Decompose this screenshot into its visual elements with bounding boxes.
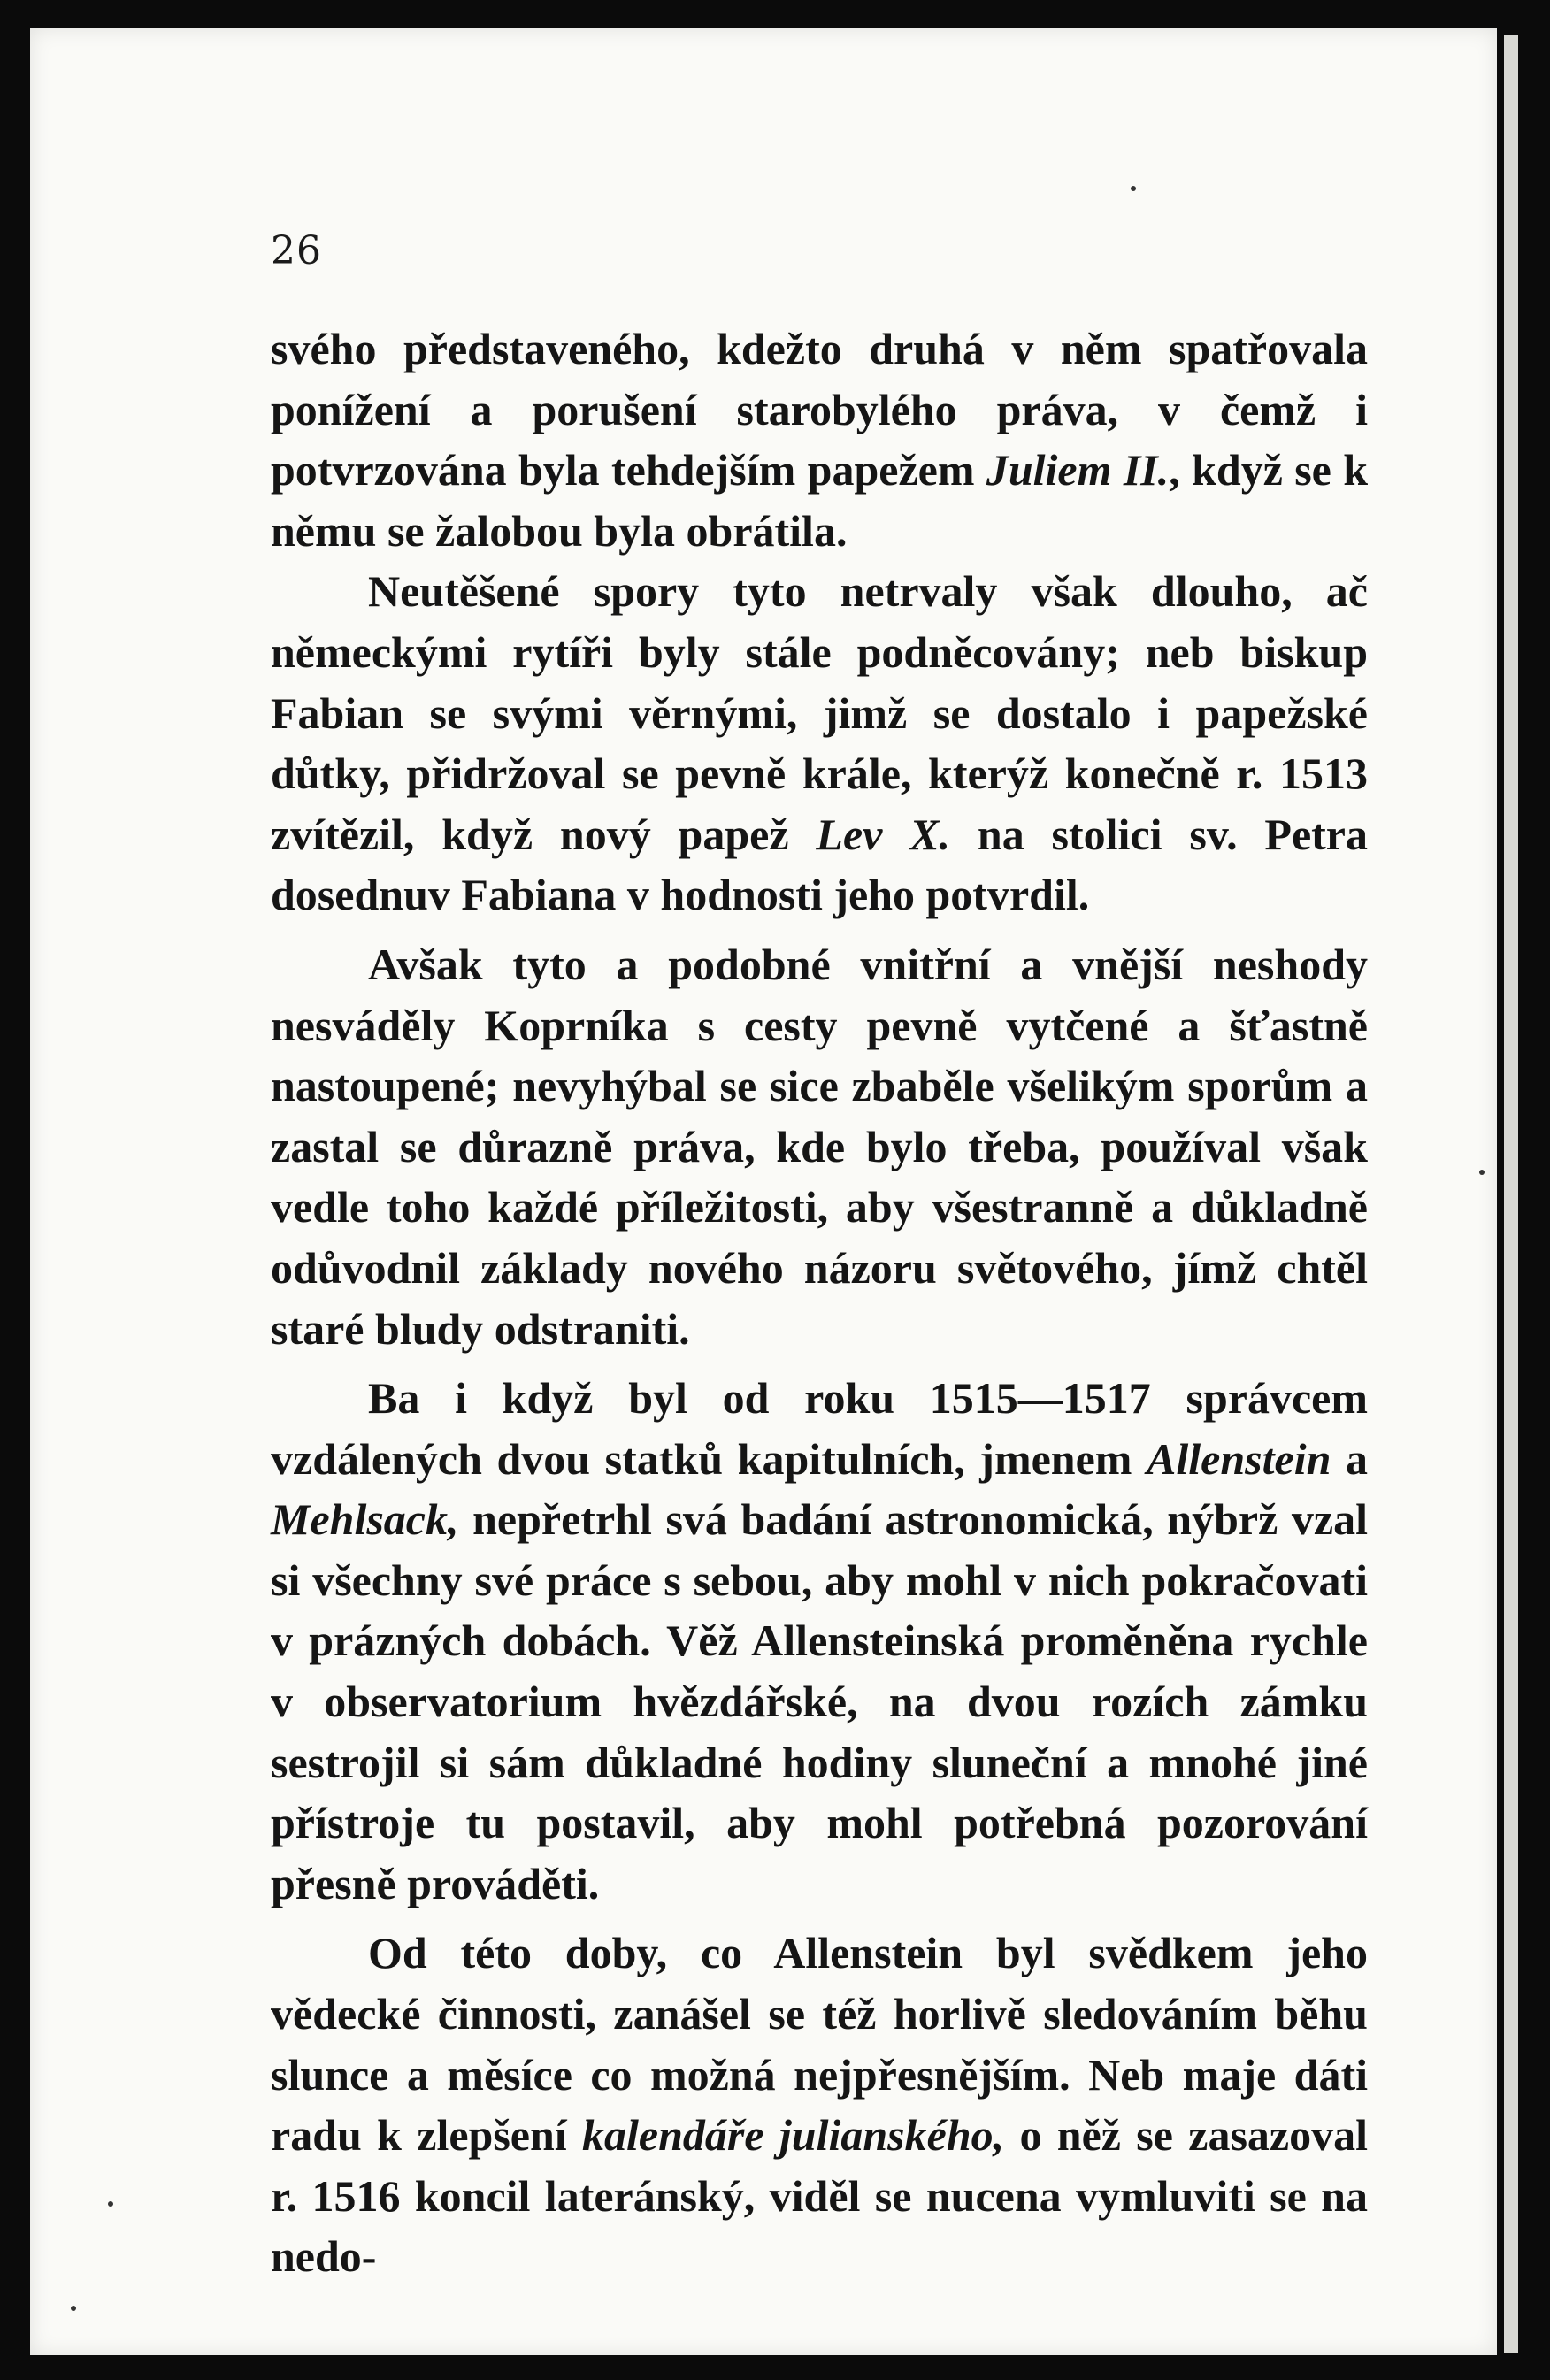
paragraph [271,934,1368,1359]
dust-speck [71,2306,76,2311]
text-run: Od této doby, co Allenstein byl svědkem jeho vědecké činnosti, zanášel se též horlivě sledováním běhu slunce a měsíce co možná nejpřesnějším. Neb maje dáti radu k zlepšení [271,1928,1368,2161]
body-text [271,319,1368,2287]
scan-border [1518,35,1550,2380]
text-run: nepřetrhl svá badání astronomická, nýbrž vzal si všechny své práce s sebou, aby mohl v nich pokračovati v prázných dobách. Věž Allensteinská proměněna rychle v observatorium hvězdářské, na dvou rozích zámku sestrojil si sám důkladné hodiny sluneční a mnohé jiné přístroje tu postavil, aby mohl potřebná pozorování přesně prováděti. [271,1494,1368,1908]
text-run: Ba i když byl od roku 1515—1517 správcem vzdálených dvou statků kapitulních, jmenem [271,1373,1368,1484]
page-number: 26 [271,228,322,273]
dust-speck [1131,186,1136,191]
paragraph [271,1923,1368,2287]
text-run: Avšak tyto a podobné vnitřní a vnější neshody nesváděly Koprníka s cesty pevně vytčené a šťastně nastoupené; nevyhýbal se sice zbaběle všelikým sporům a zastal se důrazně práva, kde bylo třeba, používal však vedle toho každé příležitosti, aby všestranně a důkladně odůvodnil základy nového názoru světového, jímž chtěl staré bludy odstraniti. [271,939,1368,1354]
text-run: , když se k němu se žalobou byla obrátila. [271,445,1369,556]
text-run: o něž se zasazoval r. 1516 koncil lateránský, viděl se nucena vymluviti se na nedo- [271,2110,1368,2282]
text-run: a [1331,1433,1368,1484]
paragraph [271,561,1368,925]
paragraph [271,1368,1368,1914]
italic-name: Juliem II. [986,445,1170,495]
italic-name: Lev X. [816,809,951,859]
italic-place: Mehlsack, [271,1494,459,1545]
paragraph [271,319,1368,561]
italic-place: Allenstein [1147,1433,1331,1484]
text-run: Neutěšené spory tyto netrvaly však dlouho, ač německými rytíři byly stále podněcovány; neb biskup Fabian se svými věrnými, jimž se dostalo i papežské důtky, přidržoval se pevně krále, kterýž konečně r. 1513 zvítězil, když nový papež [271,566,1368,859]
page-edge [1504,35,1518,2353]
dust-speck [108,2201,113,2207]
italic-term: kalendáře julianského, [582,2110,1005,2161]
text-run: na stolici sv. Petra dosednuv Fabiana v hodnosti jeho potvrdil. [271,809,1368,920]
dust-speck [1479,1170,1485,1175]
text-run: svého představeného, kdežto druhá v něm spatřovala ponížení a porušení starobylého práva, v čemž i potvrzována byla tehdejším papežem [271,324,1368,495]
